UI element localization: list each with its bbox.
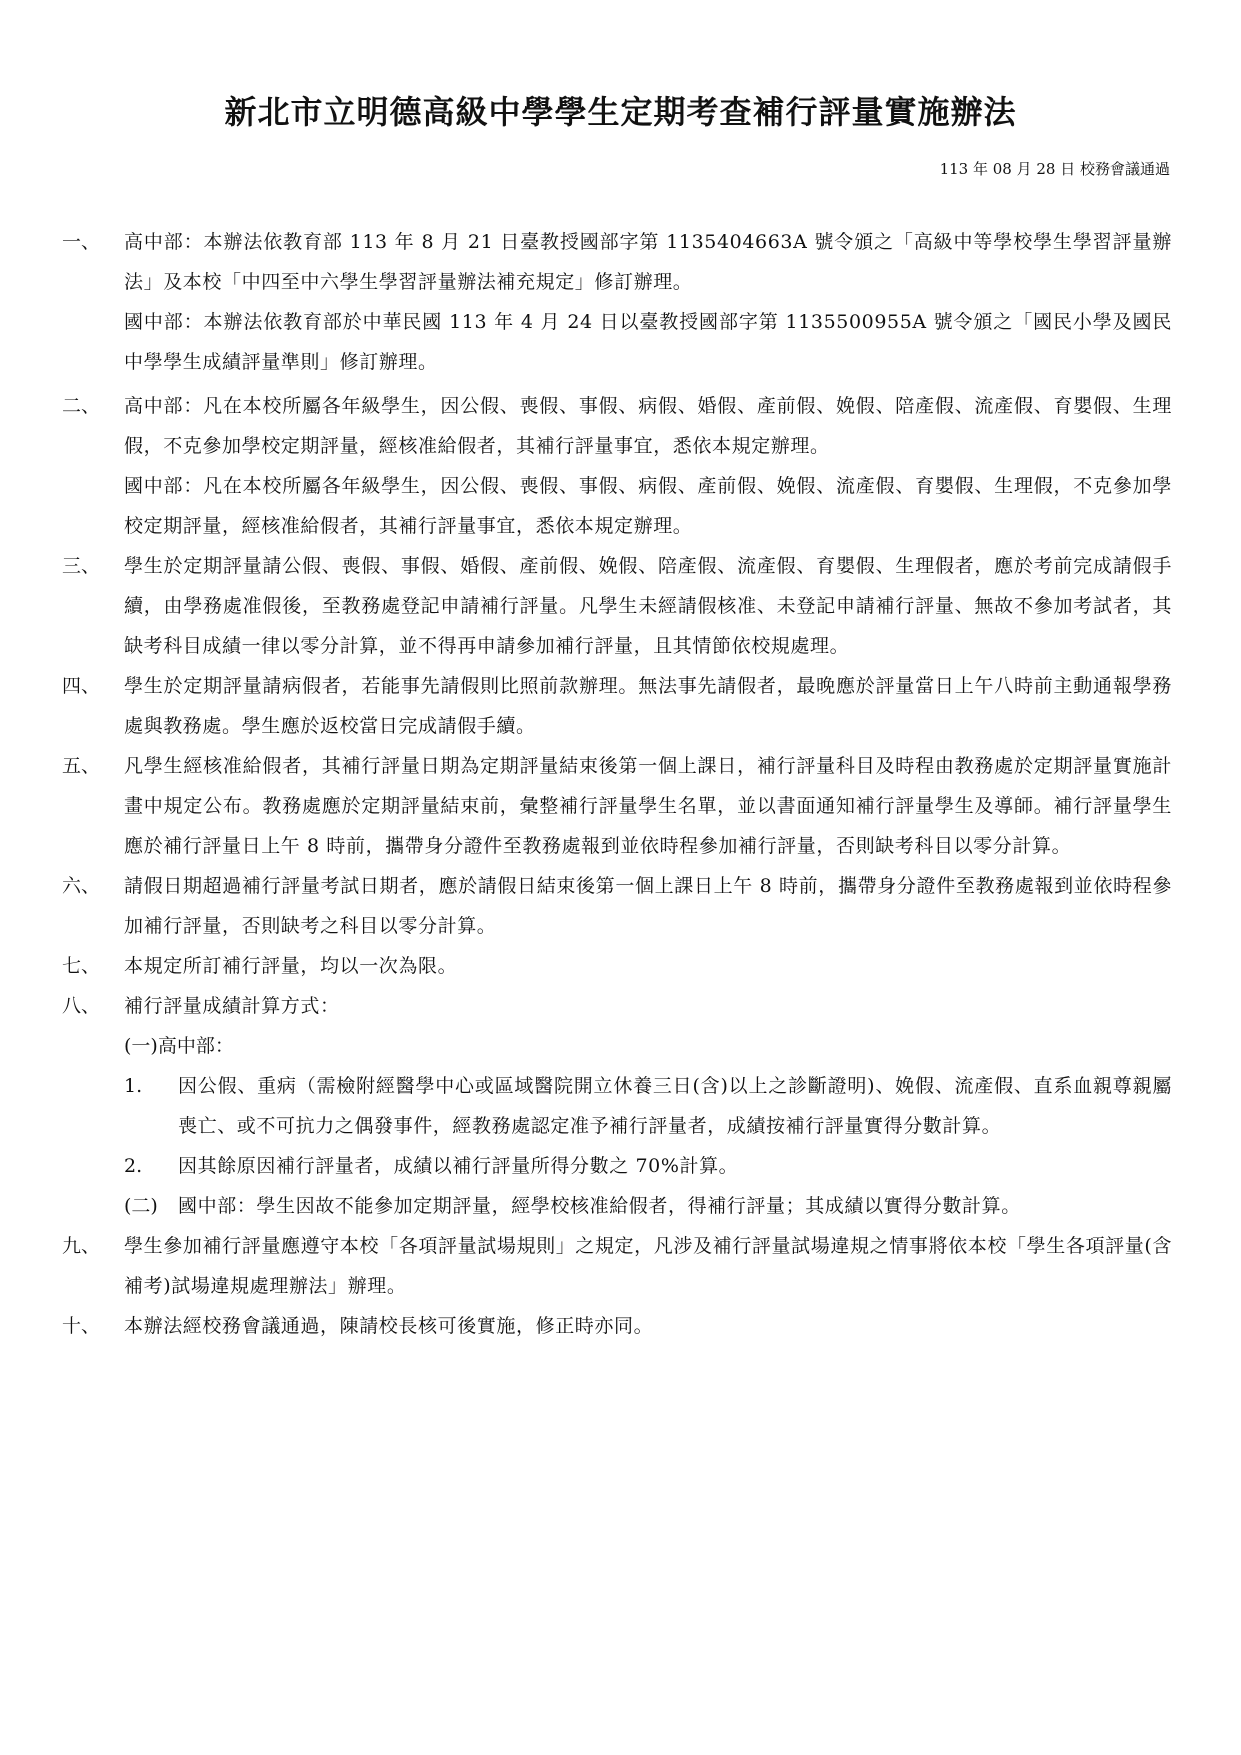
article-paragraph: 請假日期超過補行評量考試日期者，應於請假日結束後第一個上課日上午 8 時前，攜帶身分證件至教務處報到並依時程參加補行評量，否則缺考之科目以零分計算。 bbox=[124, 875, 1172, 937]
article-3 bbox=[62, 546, 1172, 666]
subsection-2 bbox=[62, 1186, 1172, 1226]
subsection-item bbox=[62, 1066, 1172, 1146]
article-10 bbox=[62, 1306, 1172, 1346]
article-paragraph: 學生於定期評量請病假者，若能事先請假則比照前款辦理。無法事先請假者，最晚應於評量當日上午八時前主動通報學務處與教務處。學生應於返校當日完成請假手續。 bbox=[124, 675, 1172, 737]
subsection-text: 因公假、重病（需檢附經醫學中心或區域醫院開立休養三日(含)以上之診斷證明)、娩假、流產假、直系血親尊親屬喪亡、或不可抗力之偶發事件，經教務處認定准予補行評量者，成績按補行評量實得分數計算。 bbox=[178, 1075, 1172, 1137]
article-paragraph: 凡學生經核准給假者，其補行評量日期為定期評量結束後第一個上課日，補行評量科目及時程由教務處於定期評量實施計畫中規定公布。教務處應於定期評量結束前，彙整補行評量學生名單，並以書面通知補行評量學生及導師。補行評量學生應於補行評量日上午 8 時前，攜帶身分證件至教務處報到並依時程參加補行評量，否則缺考科目以零分計算。 bbox=[124, 755, 1172, 857]
article-paragraph: 本辦法經校務會議通過，陳請校長核可後實施，修正時亦同。 bbox=[124, 1315, 654, 1337]
article-marker: 七、 bbox=[62, 955, 101, 977]
article-paragraph: 本規定所訂補行評量，均以一次為限。 bbox=[124, 955, 458, 977]
subsection-marker: 2. bbox=[124, 1155, 143, 1177]
subsection-marker: 1. bbox=[124, 1075, 143, 1097]
article-1 bbox=[62, 222, 1172, 382]
subsection-text: 國中部：學生因故不能參加定期評量，經學校核准給假者，得補行評量；其成績以實得分數計算。 bbox=[178, 1195, 1021, 1217]
article-9 bbox=[62, 1226, 1172, 1306]
article-marker: 三、 bbox=[62, 555, 101, 577]
article-marker: 一、 bbox=[62, 231, 101, 253]
article-marker: 八、 bbox=[62, 995, 101, 1017]
article-paragraph: 高中部：凡在本校所屬各年級學生，因公假、喪假、事假、病假、婚假、產前假、娩假、陪產假、流產假、育嬰假、生理假，不克參加學校定期評量，經核准給假者，其補行評量事宜，悉依本規定辦理。 bbox=[124, 395, 1172, 457]
subsection-text: 因其餘原因補行評量者，成績以補行評量所得分數之 70%計算。 bbox=[178, 1155, 739, 1177]
article-5 bbox=[62, 746, 1172, 866]
article-marker: 二、 bbox=[62, 395, 101, 417]
subsection-item bbox=[62, 1146, 1172, 1186]
subsection-marker: (二) bbox=[124, 1195, 158, 1217]
page-title: 新北市立明德高級中學學生定期考查補行評量實施辦法 bbox=[224, 93, 1017, 131]
article-4 bbox=[62, 666, 1172, 746]
article-6 bbox=[62, 866, 1172, 946]
article-7 bbox=[62, 946, 1172, 986]
article-marker: 十、 bbox=[62, 1315, 101, 1337]
article-marker: 六、 bbox=[62, 875, 101, 897]
document-body bbox=[62, 222, 1172, 1346]
approval-date: 113 年 08 月 28 日 校務會議通過 bbox=[939, 160, 1170, 178]
article-marker: 五、 bbox=[62, 755, 101, 777]
article-paragraph: 國中部：本辦法依教育部於中華民國 113 年 4 月 24 日以臺教授國部字第 1135500955A 號令頒之「國民小學及國民中學學生成績評量準則」修訂辦理。 bbox=[124, 311, 1172, 373]
article-paragraph: 學生於定期評量請公假、喪假、事假、婚假、產前假、娩假、陪產假、流產假、育嬰假、生理假者，應於考前完成請假手續，由學務處准假後，至教務處登記申請補行評量。凡學生未經請假核准、未登記申請補行評量、無故不參加考試者，其缺考科目成績一律以零分計算，並不得再申請參加補行評量，且其情節依校規處理。 bbox=[124, 555, 1172, 657]
article-paragraph: 國中部：凡在本校所屬各年級學生，因公假、喪假、事假、病假、產前假、娩假、流產假、育嬰假、生理假，不克參加學校定期評量，經核准給假者，其補行評量事宜，悉依本規定辦理。 bbox=[124, 475, 1172, 537]
article-2 bbox=[62, 386, 1172, 546]
article-8 bbox=[62, 986, 1172, 1226]
article-paragraph: 高中部：本辦法依教育部 113 年 8 月 21 日臺教授國部字第 1135404663A 號令頒之「高級中等學校學生學習評量辦法」及本校「中四至中六學生學習評量辦法補充規定」修訂辦理。 bbox=[124, 231, 1172, 293]
article-marker: 九、 bbox=[62, 1235, 101, 1257]
article-marker: 四、 bbox=[62, 675, 101, 697]
article-paragraph: 學生參加補行評量應遵守本校「各項評量試場規則」之規定，凡涉及補行評量試場違規之情事將依本校「學生各項評量(含補考)試場違規處理辦法」辦理。 bbox=[124, 1235, 1172, 1297]
article-paragraph: 補行評量成績計算方式： bbox=[124, 995, 340, 1017]
subsection-heading: (一)高中部： bbox=[124, 1035, 234, 1057]
